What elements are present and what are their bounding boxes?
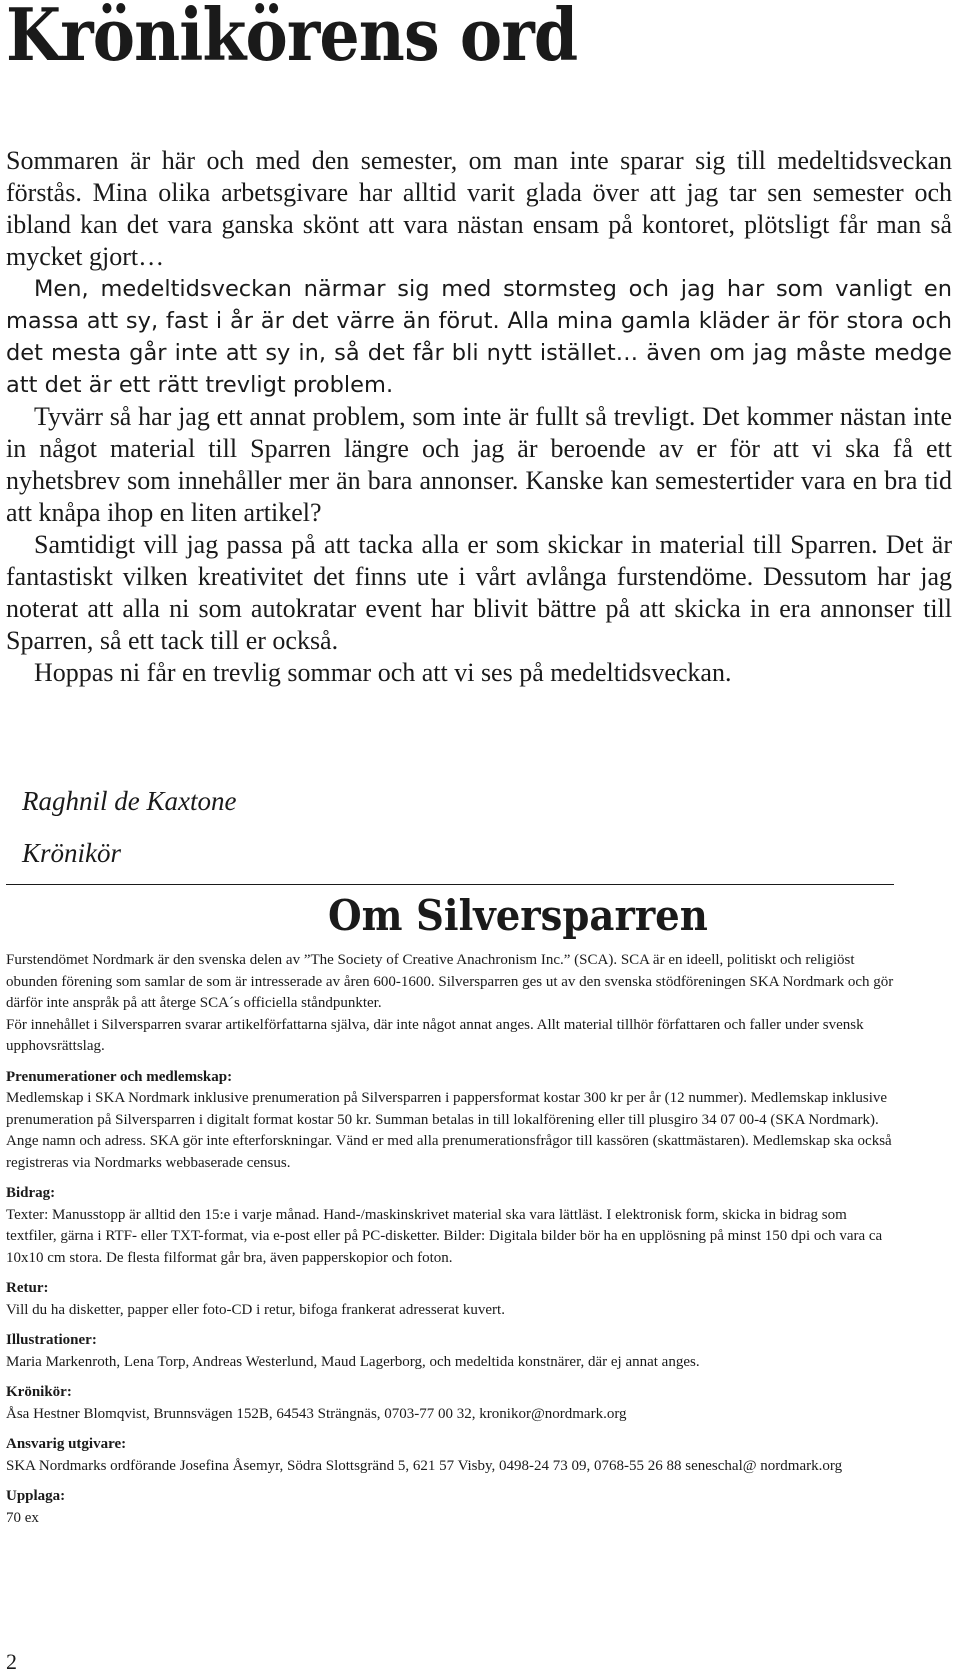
info-text: Medlemskap i SKA Nordmark inklusive prenumeration på Silversparren i pappersformat kostar 300 kr per år (12 nummer). Medlemskap inklusive prenumeration på Silversparren i digitalt format kostar 50 kr. Summan betalas in till lokalförening eller till plusgiro 34 07 00-4 (SKA Nordmark). Ange namn och adress. SKA gör inte efterforskningar. Vänd er med alla prenumerationsfrågor till kassören (skattmästaren). Medlemskap ska också registreras via Nordmarks webbaserade census. — [6, 1090, 892, 1171]
about-responsibility: För innehållet i Silversparren svarar artikelförfattarna själva, där inte något annat anges. Allt material tillhör författaren och faller under svensk upphovsrättslag. — [6, 1016, 864, 1054]
essay-paragraph-4: Samtidigt vill jag passa på att tacka alla er som skickar in material till Sparren. Det är fantastiskt vilken kreativitet det finns ute i vårt avlånga furstendöme. Dessutom har jag noterat att alla ni som autokratar event har blivit bättre på att skicka in era annonser till Sparren, så ett tack till er också. — [6, 530, 952, 655]
info-text: Texter: Manusstopp är alltid den 15:e i varje månad. Hand-/maskinskrivet material ska vara lättläst. I elektronisk form, skicka in bidrag som textfiler, gärna i RTF- eller TXT-format, via e-post eller på PC-disketter. Bilder: Digitala bilder bör ha en upplösning på minst 150 dpi och vara ca 10x10 cm stora. De flesta filformat går bra, även papperskopior och foton. — [6, 1206, 883, 1266]
info-block-circulation — [6, 1486, 896, 1529]
info-text: Maria Markenroth, Lena Torp, Andreas Westerlund, Maud Lagerborg, och medeltida konstnärer, där ej annat anges. — [6, 1353, 700, 1370]
info-text: Åsa Hestner Blomqvist, Brunnsvägen 152B, 64543 Strängnäs, 0703-77 00 32, kronikor@nordmark.org — [6, 1405, 627, 1422]
info-block-publisher — [6, 1434, 896, 1477]
info-label: Krönikör: — [6, 1384, 72, 1400]
essay-paragraph-3: Tyvärr så har jag ett annat problem, som inte är fullt så trevligt. Det kommer nästan inte in något material till Sparren längre och jag är beroende av er för att vi ska få ett nyhetsbrev som innehåller mer än bara annonser. Kanske kan semestertider vara en bra tid att knåpa ihop en liten artikel? — [6, 402, 952, 527]
essay-paragraph-1: Sommaren är här och med den semester, om man inte sparar sig till medeltidsveckan förstås. Mina olika arbetsgivare har alltid varit glada över att jag tar sen semester och ibland kan det vara ganska skönt att vara nästan ensam på kontoret, plötsligt får man så mycket gjort… — [6, 146, 952, 271]
section-divider — [6, 884, 894, 885]
signature-name: Raghnil de Kaxtone — [22, 786, 237, 816]
info-label: Upplaga: — [6, 1488, 66, 1504]
info-block-subscriptions — [6, 1067, 896, 1175]
info-block-contributions — [6, 1183, 896, 1269]
about-title: Om Silversparren — [328, 891, 708, 940]
info-block-illustrations — [6, 1330, 896, 1373]
page-number: 2 — [6, 1649, 17, 1674]
info-text: 70 ex — [6, 1509, 39, 1526]
info-label: Ansvarig utgivare: — [6, 1436, 127, 1452]
info-block-return — [6, 1278, 896, 1321]
signature-role: Krönikör — [22, 838, 122, 868]
info-label: Prenumerationer och medlemskap: — [6, 1068, 233, 1085]
column-text — [6, 145, 952, 689]
info-block-chronicler — [6, 1382, 896, 1425]
info-text: SKA Nordmarks ordförande Josefina Åsemyr, Södra Slottsgränd 5, 621 57 Visby, 0498-24 73 09, 0768-55 26 88 seneschal@ nordmark.org — [6, 1457, 843, 1474]
essay-paragraph-5: Hoppas ni får en trevlig sommar och att vi ses på medeltidsveckan. — [34, 658, 732, 687]
essay-paragraph-2: Men, medeltidsveckan närmar sig med stormsteg och jag har som vanligt en massa att sy, fast i år är det värre än förut. Alla mina gamla kläder är för stora och det mesta går inte att sy in, så det får bli nytt istället… även om jag måste medge att det är ett rätt trevligt problem. — [6, 276, 952, 398]
info-label: Bidrag: — [6, 1185, 56, 1201]
info-text: Vill du ha disketter, papper eller foto-CD i retur, bifoga frankerat adresserat kuvert. — [6, 1301, 505, 1318]
info-label: Retur: — [6, 1280, 49, 1296]
about-intro: Furstendömet Nordmark är den svenska delen av ”The Society of Creative Anachronism Inc.” (SCA). SCA är en ideell, politiskt och religiöst obunden förening som samlar de som är intresserade av åren 600-1600. Silversparren ges ut av den svenska stödföreningen SKA Nordmark och gör därför inte anspråk på att återge SCA´s officiella ståndpunkter. — [6, 952, 894, 1011]
about-section — [6, 950, 896, 1529]
info-label: Illustrationer: — [6, 1332, 97, 1348]
page-title: Krönikörens ord — [6, 0, 578, 77]
